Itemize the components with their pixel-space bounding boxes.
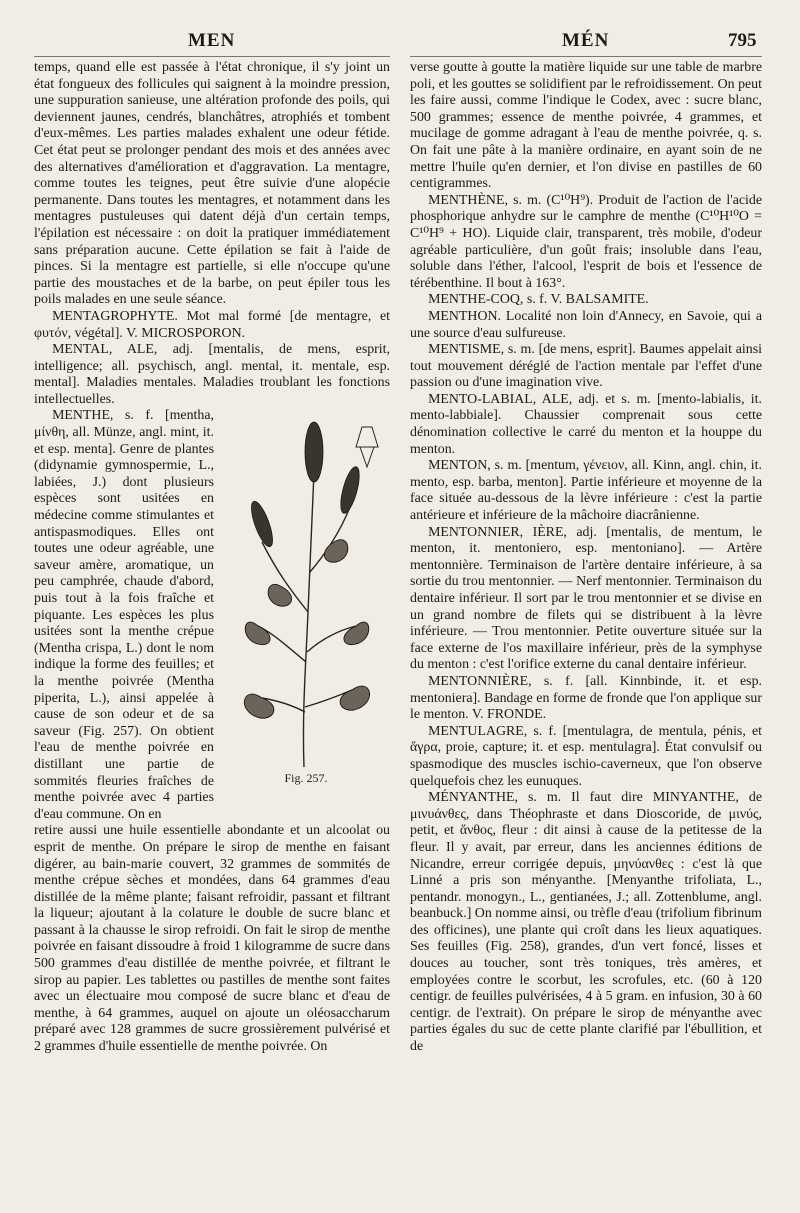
entry-menthon: MENTHON. Localité non loin d'Annecy, en Savoie, qui a une source d'eau sulfureuse. — [410, 308, 762, 341]
entry-mentulagre: MENTULAGRE, s. f. [mentulagra, de mentula, pénis, et ἄγρα, proie, capture; it. et esp. mentulagra]. État convulsif ou spasmodique des muscles ischio-caverneux, que l'on observe quelquefois chez les eunuques. — [410, 723, 762, 789]
entry-menyanthe: MÉNYANTHE, s. m. Il faut dire MINYANTHE, de μινυάνθες, dans Théophraste et dans Dioscoride, de μινύς, petit, et ἄνθος, fleur : dit ainsi à cause de la petitesse de la fleur. Il y avait, par erreur, dans les anciennes éditions de Nicandre, erreur corrigée depuis, μηνύανθες : c'est là que Linné a pris son ményanthe. [Menyanthe trifoliata, L., pentandr. monogyn., L., gentianées, J.; all. Zottenblume, angl. beanbuck.] On nomme ainsi, ou trèfle d'eau (trifolium fibrinum des officines), une plante qui croît dans les lieux aquatiques. Ses feuilles (Fig. 258), grandes, d'un vert foncé, lisses et douces au toucher, sont très toniques, très amères, et employées contre le scorbut, les scrofules, etc. (60 à 120 centigr. de feuilles pulvérisées, 4 à 5 gram. en infusion, 30 à 60 centigr. de l'extrait). On prépare le sirop de ményanthe avec parties égales du suc de cette plante clarifié par l'ébullition, et de — [410, 790, 762, 1055]
entry-mentonniere: MENTONNIÈRE, s. f. [all. Kinnbinde, it. et esp. mentoniera]. Bandage en forme de fronde que l'on applique sur le menton. V. FRONDE. — [410, 673, 762, 723]
entry-mentagrophyte: MENTAGROPHYTE. Mot mal formé [de mentagre, et φυτόν, végétal]. V. MICROSPORON. — [34, 308, 390, 341]
entry-menton: MENTON, s. m. [mentum, γένειον, all. Kinn, angl. chin, it. mento, esp. barba, menton]. Partie inférieure et moyenne de la face située au-dessous de la lèvre inférieure : c'est la partie antérieure et inférieure de la mâchoire diacrânienne. — [410, 458, 762, 524]
column-left — [34, 60, 390, 1056]
figure-caption: Fig. 257. — [284, 770, 328, 785]
entry-mento-labial: MENTO-LABIAL, ALE, adj. et s. m. [mento-labialis, it. mento-labbiale]. Chaussier comprenait sous cette dénomination collective le carré du menton et la houppe du menton. — [410, 391, 762, 457]
header-rule-right — [410, 56, 762, 57]
entry-mentisme: MENTISME, s. m. [de mens, esprit]. Baumes appelait ainsi tout mouvement déréglé de l'action mentale par l'effet d'une passion ou d'une imagination vive. — [410, 342, 762, 391]
mint-plant-illustration — [222, 412, 390, 772]
entry-menthe-continued: retire aussi une huile essentielle abondante et un alcoolat ou esprit de menthe. On prépare le sirop de menthe en faisant digérer, au bain-marie couvert, 32 grammes de sommités de menthe crépue sèches et mondées, dans 64 grammes d'eau distillée de la même plante; faisant refroidir, passant et filtrant la liqueur; ajoutant à la colature le double de sucre blanc et passant à la chausse le sirop refroidi. On fait le sirop de menthe poivrée en faisant dissoudre à froid 1 kilogramme de sucre dans 500 grammes d'eau distillée de menthe poivrée, et filtrant le sirop au papier. Les tablettes ou pastilles de menthe sont faites avec un électuaire mou composé de sucre blanc et d'eau de menthe, à 64 grammes, auquel on ajoute un oléosaccharum préparé avec 128 grammes de sucre grossièrement pulvérisé et 2 grammes d'huile essentielle de menthe poivrée. On — [34, 823, 390, 1055]
paragraph-pastilles-continued: verse goutte à goutte la matière liquide sur une table de marbre poli, et les gouttes se solidifient par le refroidissement. On peut les faire aussi, comme l'indique le Codex, avec : sucre blanc, 500 grammes; essence de menthe poivrée, 4 grammes, et mucilage de gomme adragant à l'eau de menthe poivrée, q. s. On fait une pâte à la manière ordinaire, en ayant soin de ne mettre l'huile qu'en dernier, et l'on divise en pastilles de 60 centigrammes. — [410, 60, 762, 192]
header-left-word: MEN — [188, 30, 236, 51]
running-header — [0, 30, 800, 54]
entry-menthene: MENTHÈNE, s. m. (C¹⁰H⁹). Produit de l'action de l'acide phosphorique anhydre sur le camphre de menthe (C¹⁰H¹⁰O = C¹⁰H⁹ + HO). Liquide clair, transparent, très mobile, d'odeur agréable particulière, d'un goût frais; insoluble dans l'eau, soluble dans l'éther, l'alcool, l'esprit de bois et l'essence de térébenthine. Il bout à 163°. — [410, 192, 762, 291]
entry-mentonnier: MENTONNIER, IÈRE, adj. [mentalis, de mentum, le menton, it. mentoniero, esp. mentoniano]. — Artère mentonnière. Terminaison de l'artère dentaire inférieure, à sa sortie du trou mentonnier. — Nerf mentonnier. Terminaison du dentaire inférieur. Il sort par le trou mentonnier et se divise en un grand nombre de filets qui se distribuent à la lèvre inférieure. — Trou mentonnier. Petite ouverture située sur la face externe de l'os maxillaire inférieur, près de la symphyse du menton : c'est l'orifice externe du canal dentaire inférieur. — [410, 524, 762, 673]
header-center-word: MÉN — [562, 30, 610, 51]
header-rule-left — [34, 56, 390, 57]
entry-menthe-coq: MENTHE-COQ, s. f. V. BALSAMITE. — [428, 292, 649, 308]
entry-mental: MENTAL, ALE, adj. [mentalis, de mens, esprit, intelligence; all. psychisch, angl. mental, it. mentale, esp. mental]. Maladies mentales. Maladies troublant les fonctions intellectuelles. — [34, 342, 390, 407]
paragraph-mentagre-continued: temps, quand elle est passée à l'état chronique, il s'y joint un état fongueux des follicules qui saignent à la moindre pression, une suppuration sanieuse, une altération profonde des poils, qui deviennent jaunes, cendrés, blanchâtres, atrophiés et tombent d'eux-mêmes. Les parties malades exhalent une odeur fétide. Cet état peut se prolonger pendant des mois et des années avec des alternatives d'amélioration et d'aggravation. La mentagre, comme toutes les teignes, peut être suivie d'une alopécie permanente. Dans toutes les mentagres, et notamment dans les mentagres pustuleuses qui datent déjà d'un certain temps, l'épilation est nécessaire : on doit la pratiquer immédiatement sans préparation aucune. Cette épilation se fait à l'aide de pinces. Si la mentagre est partielle, si elle n'occupe qu'une partie des moustaches et de la barbe, on peut épiler tous les poils malades en une seule séance. — [34, 60, 390, 308]
entry-menthe: MENTHE, s. f. [mentha, μίνθη, all. Münze, angl. mint, it. et esp. menta]. Genre de plantes (didynamie gymnospermie, L., labiées, J.) dont plusieurs espèces sont usitées en médecine comme stimulantes et antispasmodiques. Elles ont toutes une odeur agréable, une saveur amère, aromatique, un peu camphrée, chaude d'abord, puis tout à la fois fraîche et piquante. Les espèces les plus usitées sont la menthe crépue (Mentha crispa, L.) dont le nom indique la forme des feuilles; et la menthe poivrée (Mentha piperita, L.), ainsi appelée à cause de son odeur et de sa saveur (Fig. 257). On obtient l'eau de menthe poivrée en distillant une partie de sommités fleuries fraîches de menthe poivrée avec 4 parties d'eau commune. On en — [34, 408, 214, 822]
page-number: 795 — [728, 30, 757, 51]
figure-mint-plant — [222, 412, 390, 790]
column-right — [410, 60, 762, 1056]
